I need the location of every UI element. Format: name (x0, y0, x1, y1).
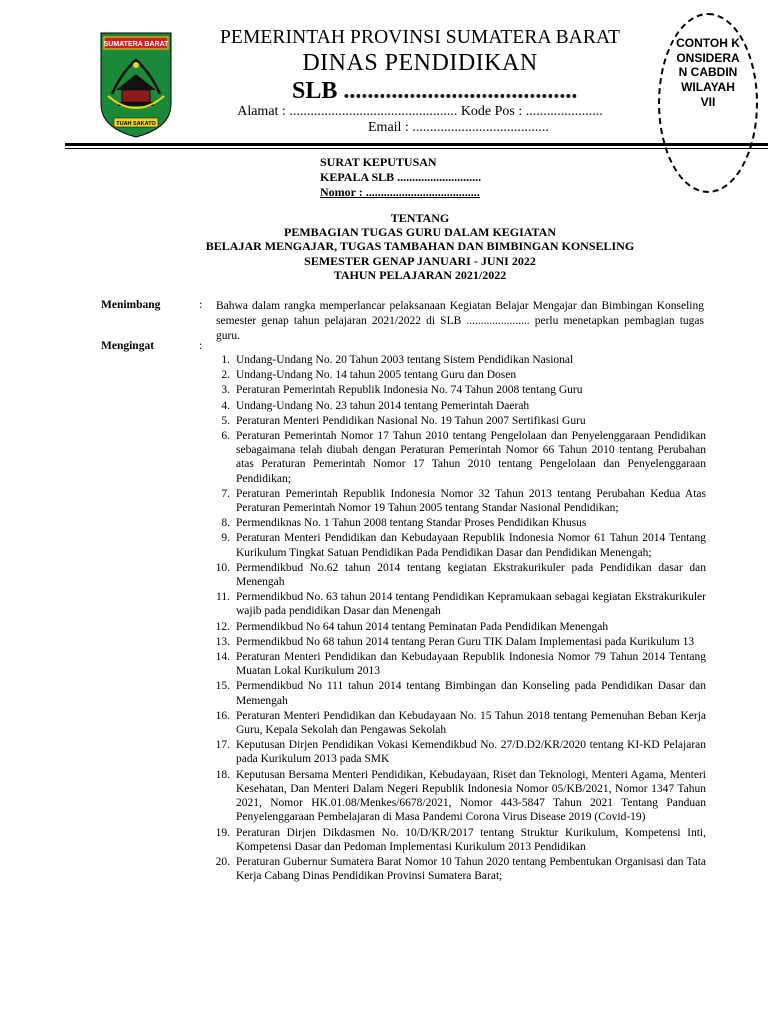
list-item-number: 16. (215, 709, 230, 722)
school-name: SLB ....................................... (292, 78, 578, 104)
mengingat-colon: : (199, 340, 203, 352)
list-item-text: Undang-Undang No. 20 Tahun 2003 tentang Sistem Pendidikan Nasional (236, 354, 574, 366)
list-item-number: 11. (216, 591, 230, 604)
list-item (196, 768, 706, 825)
list-item-number: 12. (215, 620, 230, 633)
list-item (196, 650, 706, 678)
list-item-text: Keputusan Dirjen Pendidikan Vokasi Kemendikbud No. 27/D.D2/KR/2020 tentang KI-KD Pelajaran pada Kurikulum 2013 pada SMK (236, 739, 706, 766)
list-item-text: Peraturan Pemerintah Nomor 17 Tahun 2010 tentang Pengelolaan dan Penyelenggaraan Pendidikan sebagaimana telah diubah dengan Peraturan Pemerintah Nomor 66 Tahun 2010 tentang Perubahan atas Peraturan Pemerintah Nomor 17 Tahun 2010 tentang Pengelolaan dan Penyelenggaraan Pendidikan; (236, 430, 706, 485)
subject-line-4: TAHUN PELAJARAN 2021/2022 (333, 268, 507, 282)
list-item-text: Peraturan Pemerintah Republik Indonesia Nomor 32 Tahun 2013 tentang Perubahan Kedua Atas Peraturan Pemerintah Nomor 19 Tahun 2005 tentang Standar Nasional Pendidikan; (236, 487, 706, 515)
list-item-number: 7. (221, 487, 230, 500)
list-item-text: Permendikbud No 68 tahun 2014 tentang Peran Guru TIK Dalam Implementasi pada Kurikulum 13 (236, 635, 695, 648)
list-item-number: 13. (215, 635, 230, 648)
list-item (196, 383, 706, 397)
list-item-number: 9. (221, 532, 230, 545)
list-item-number: 20. (215, 855, 230, 868)
list-item-text: Permendikbud No.62 tahun 2014 tentang kegiatan Ekstrakurikuler pada Pendidikan dasar dan Menengah (236, 561, 706, 589)
list-item-text: Peraturan Pemerintah Republik Indonesia No. 74 Tahun 2008 tentang Guru (236, 384, 583, 397)
subject-line-2: BELAJAR MENGAJAR, TUGAS TAMBAHAN DAN BIMBINGAN KONSELING (205, 239, 635, 253)
list-item (196, 709, 706, 737)
menimbang-colon: : (199, 299, 203, 311)
email-line: Email : ....................................... (368, 120, 549, 135)
logo-motto-text: TUAH SAKATO (116, 121, 156, 127)
list-item (196, 487, 706, 515)
list-item (196, 414, 706, 428)
letterhead-rule-thin (65, 148, 768, 149)
list-item-text: Undang-Undang No. 14 tahun 2005 tentang Guru dan Dosen (236, 369, 517, 382)
list-item (196, 561, 706, 589)
list-item (196, 531, 706, 559)
list-item (196, 855, 706, 883)
province-emblem-logo (100, 32, 172, 138)
logo-banner-text: SUMATERA BARAT (103, 41, 169, 48)
province-heading: PEMERINTAH PROVINSI SUMATERA BARAT (219, 27, 620, 48)
list-item-text: Peraturan Menteri Pendidikan dan Kebudayaan Republik Indonesia Nomor 79 Tahun 2014 Tentang Muatan Lokal Kurikulum 2013 (236, 651, 706, 678)
list-item-text: Peraturan Dirjen Dikdasmen No. 10/D/KR/2017 tentang Struktur Kurikulum, Kompetensi Inti, Kompetensi Dasar dan Pedoman Implementasi Kurikulum 2013 Pendidikan (236, 826, 706, 853)
list-item-text: Keputusan Bersama Menteri Pendidikan, Kebudayaan, Riset dan Teknologi, Menteri Agama, Menteri Kesehatan, Dan Menteri Dalam Negeri Republik Indonesia Nomor 05/KB/2021, Nomor 1347 Tahun 2021, Nomor HK.01.08/Menkes/6678/2021, Nomor 443-5847 Tahun 2021 Tentang Panduan Penyelenggaraan Pembelajaran di Masa Pandemi Corona Virus Disease 2019 (Covid-19) (236, 768, 706, 824)
list-item-number: 2. (221, 369, 230, 382)
list-item (196, 679, 706, 707)
list-item-text: Peraturan Menteri Pendidikan dan Kebudayaan Republik Indonesia Nomor 61 Tahun 2014 Tentang Kurikulum Tingkat Satuan Pendidikan Pada Pendidikan Dasar dan Pendidikan Menengah; (236, 532, 706, 559)
list-item (196, 429, 706, 486)
menimbang-label: Menimbang (101, 299, 161, 311)
list-item-text: Undang-Undang No. 23 tahun 2014 tentang Pemerintah Daerah (236, 399, 530, 412)
list-item-number: 14. (215, 651, 230, 664)
list-item (196, 399, 706, 413)
list-item (196, 516, 706, 530)
list-item (196, 620, 706, 634)
list-item-text: Permendiknas No. 1 Tahun 2008 tentang Standar Proses Pendidikan Khusus (236, 517, 587, 530)
list-item (196, 635, 706, 649)
mengingat-list (196, 353, 706, 884)
list-item (196, 353, 706, 367)
subject-line-3: SEMESTER GENAP JANUARI - JUNI 2022 (304, 254, 536, 268)
menimbang-text: Bahwa dalam rangka memperlancar pelaksanaan Kegiatan Belajar Mengajar dan Bimbingan Konseling semester genap tahun pelajaran 2021/2022 di SLB ...................... perlu menetapkan pembagian tugas guru. (216, 300, 704, 342)
sample-stamp-text: CONTOH KONSIDERAN CABDIN WILAYAH VII (676, 36, 740, 109)
list-item (196, 368, 706, 382)
list-item-text: Permendikbud No 111 tahun 2014 tentang Bimbingan dan Konseling pada Pendidikan Dasar dan Memengah (236, 680, 706, 707)
list-item-number: 1. (221, 354, 230, 366)
list-item (196, 738, 706, 766)
about-heading: TENTANG (390, 211, 450, 225)
list-item-number: 17. (215, 739, 230, 752)
list-item (196, 590, 706, 618)
subject-line-1: PEMBAGIAN TUGAS GURU DALAM KEGIATAN (283, 225, 556, 239)
list-item (196, 826, 706, 854)
mengingat-label: Mengingat (101, 340, 155, 352)
list-item-number: 6. (221, 430, 230, 443)
list-item-number: 5. (221, 414, 230, 427)
list-item-text: Peraturan Gubernur Sumatera Barat Nomor 10 Tahun 2020 tentang Pembentukan Organisasi dan Tata Kerja Cabang Dinas Pendidikan Provinsi Sumatera Barat; (236, 855, 706, 883)
office-heading: DINAS PENDIDIKAN (302, 50, 538, 76)
list-item-number: 8. (221, 517, 230, 530)
list-item-number: 15. (215, 680, 230, 693)
list-item-number: 18. (215, 768, 230, 781)
list-item-number: 4. (221, 399, 230, 412)
list-item-text: Peraturan Menteri Pendidikan dan Kebudayaan No. 15 Tahun 2018 tentang Pemenuhan Beban Kerja Guru, Kepala Sekolah dan Pengawas Sekolah (236, 709, 706, 737)
decree-issuer: KEPALA SLB ............................ (320, 170, 482, 184)
address-line: Alamat : ................................................ Kode Pos : ...................... (237, 104, 603, 119)
list-item-text: Permendikbud No 64 tahun 2014 tentang Peminatan Pada Pendidikan Menengah (236, 620, 609, 633)
decree-number: Nomor : ...................................... (320, 185, 480, 199)
list-item-number: 3. (221, 384, 230, 397)
decree-title: SURAT KEPUTUSAN (320, 155, 437, 169)
list-item-text: Permendikbud No. 63 tahun 2014 tentang Pendidikan Kepramukaan sebagai kegiatan Ekstrakurikuler wajib pada pendidikan Dasar dan Menengah (236, 591, 706, 618)
list-item-text: Peraturan Menteri Pendidikan Nasional No. 19 Tahun 2007 Sertifikasi Guru (236, 414, 586, 427)
list-item-number: 19. (215, 826, 230, 839)
list-item-number: 10. (215, 561, 230, 574)
